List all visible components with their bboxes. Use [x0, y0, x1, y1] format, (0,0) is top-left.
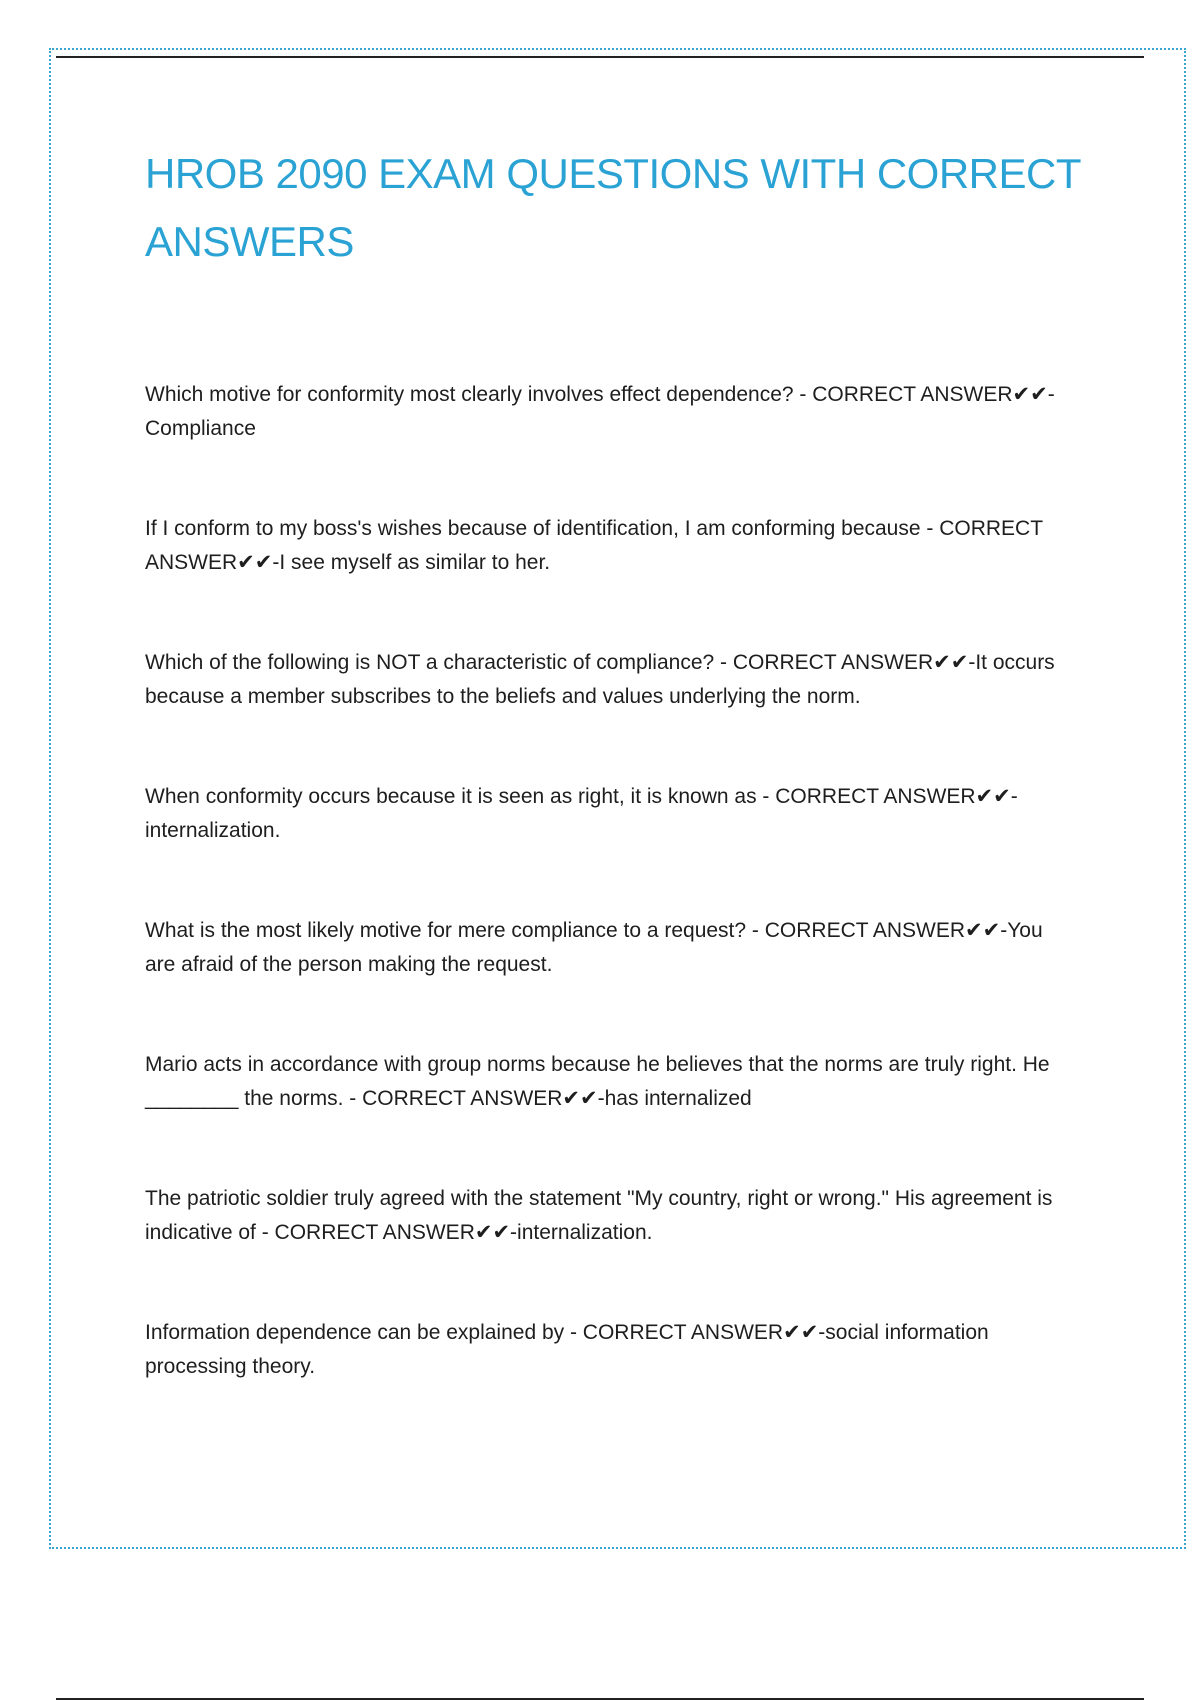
qa-item-7: The patriotic soldier truly agreed with the statement "My country, right or wrong." His agreement is indicative of - CORRECT ANSWER✔✔-internalization.	[145, 1187, 1053, 1244]
qa-item-5: What is the most likely motive for mere compliance to a request? - CORRECT ANSWER✔✔-You are afraid of the person making the request.	[145, 919, 1043, 976]
qa-item-3: Which of the following is NOT a characteristic of compliance? - CORRECT ANSWER✔✔-It occurs because a member subscribes to the beliefs and values underlying the norm.	[145, 651, 1055, 708]
qa-item-4: When conformity occurs because it is seen as right, it is known as - CORRECT ANSWER✔✔-internalization.	[145, 785, 1018, 842]
qa-list	[145, 378, 1075, 1450]
qa-item-1: Which motive for conformity most clearly involves effect dependence? - CORRECT ANSWER✔✔-Compliance	[145, 383, 1055, 440]
qa-item-2: If I conform to my boss's wishes because of identification, I am conforming because - CORRECT ANSWER✔✔-I see myself as similar to her.	[145, 517, 1043, 574]
qa-item-6: Mario acts in accordance with group norms because he believes that the norms are truly right. He ________ the norms. - CORRECT ANSWER✔✔-has internalized	[145, 1053, 1050, 1110]
document-title: HROB 2090 EXAM QUESTIONS WITH CORRECT ANSWERS	[145, 150, 1081, 265]
top-rule	[56, 56, 1144, 58]
qa-item-8: Information dependence can be explained by - CORRECT ANSWER✔✔-social information processing theory.	[145, 1321, 989, 1378]
